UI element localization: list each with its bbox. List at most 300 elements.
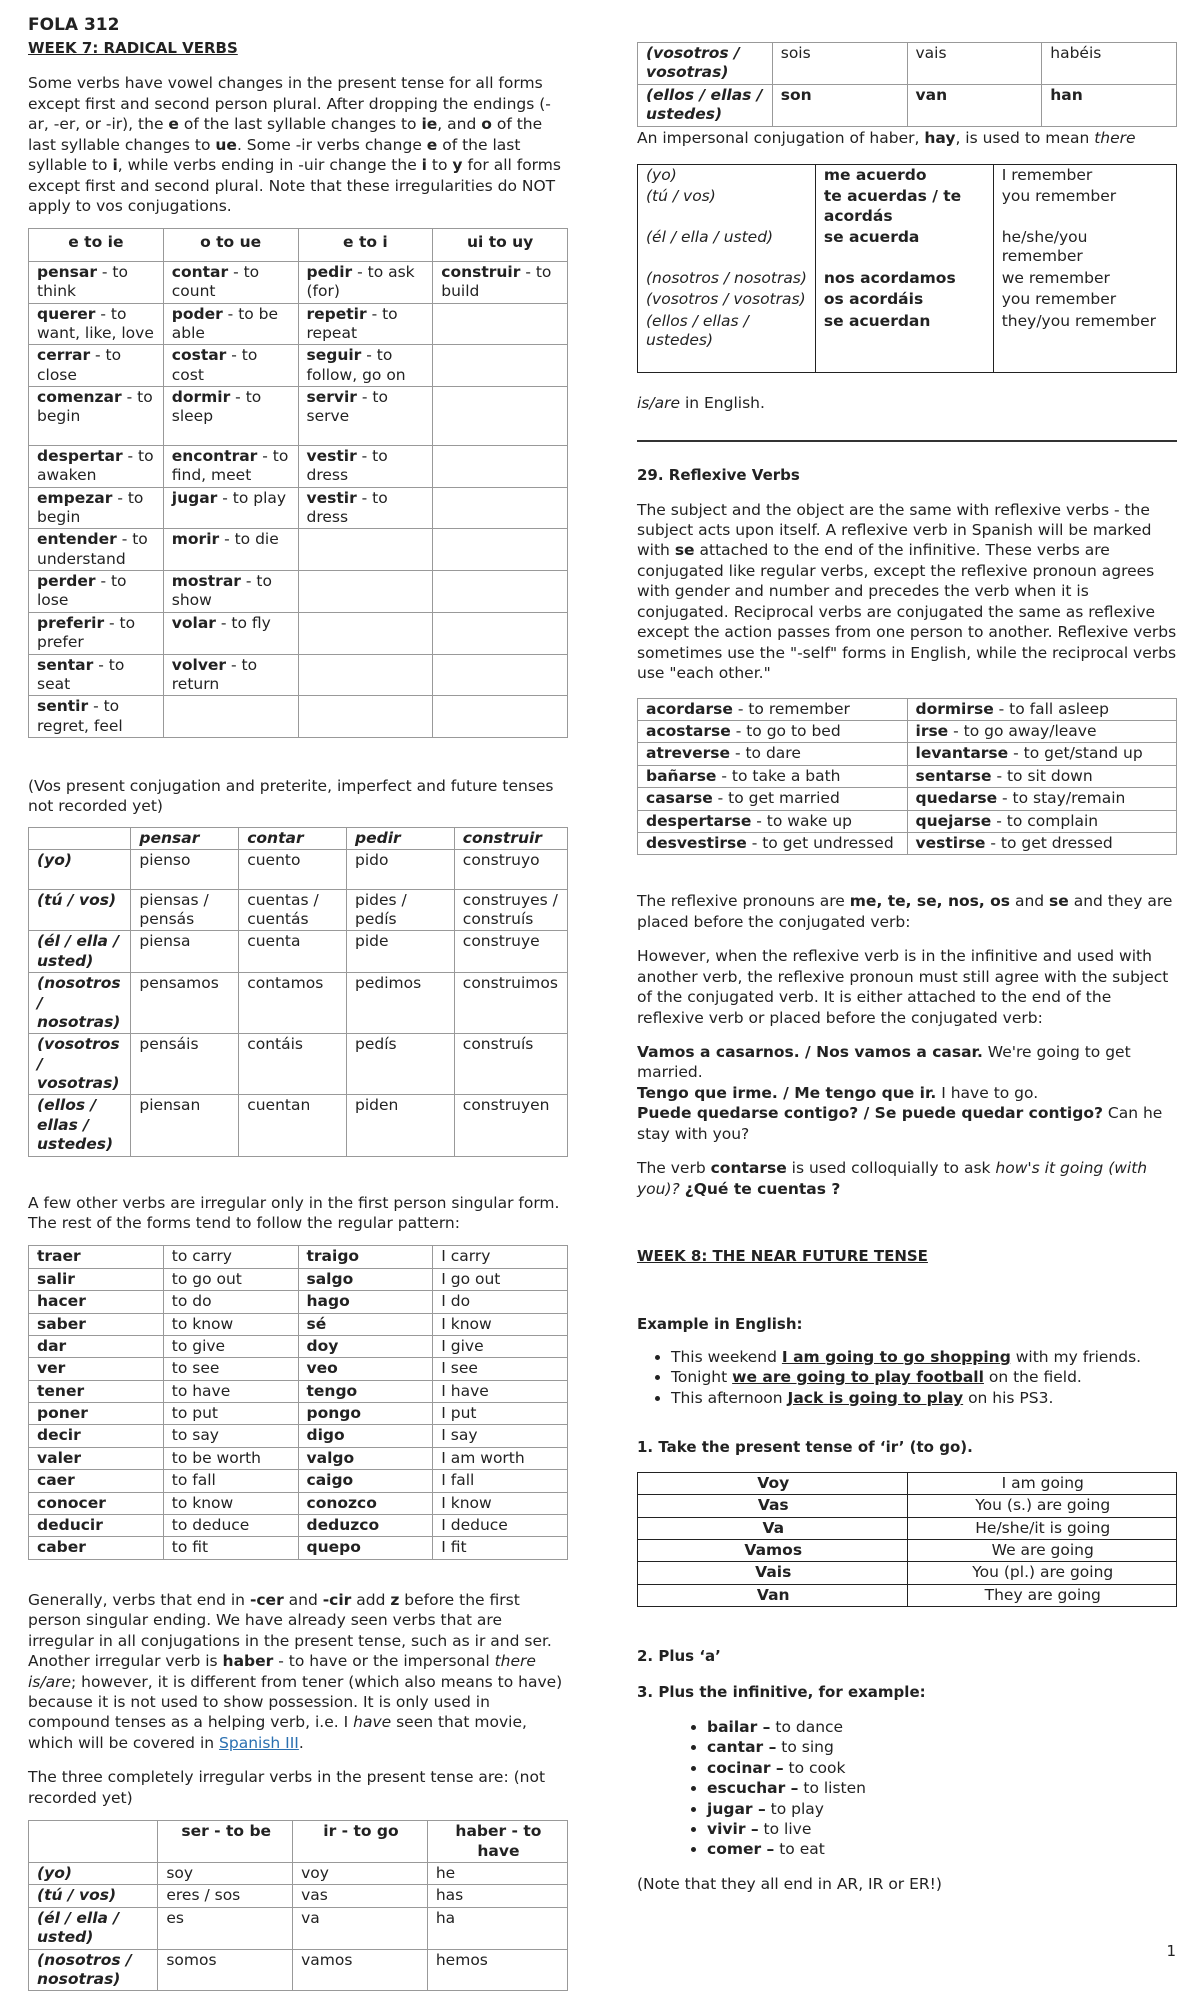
table-cell: You (s.) are going [907,1495,1177,1517]
table-row [29,696,568,738]
table-cell [433,387,568,446]
verb-infinitive: jugar [171,488,218,507]
verb-infinitive: comenzar [37,388,122,407]
verb-meaning: - to seat [37,655,125,693]
table-cell [298,387,433,446]
table-row [638,1540,1177,1562]
table-header: pensar [131,827,239,849]
examples-block [637,1042,1177,1144]
table-cell: I go out [433,1268,568,1290]
table-cell [638,721,908,743]
verb-meaning: - to wake up [751,811,853,830]
table-cell: tengo [298,1380,433,1402]
table-cell: you remember [993,289,1176,310]
table-cell: deduzco [298,1514,433,1536]
verb-infinitive: levantarse [915,744,1009,763]
irregular-table-body [29,1863,568,1991]
table-row [29,1447,568,1469]
verb-infinitive: sentarse [915,766,992,785]
table-cell: to give [163,1335,298,1357]
table-cell: han [1042,84,1177,126]
verb-infinitive: sentir [37,697,89,716]
section-divider [637,440,1177,442]
table-cell: to fit [163,1537,298,1559]
verb-meaning: - to count [171,262,260,301]
table-cell: cuentan [239,1095,347,1156]
table-row [29,1034,568,1095]
table-cell: sois [772,43,907,85]
verb-infinitive: acordarse [646,699,733,718]
table-cell: salir [29,1268,164,1290]
right-column [637,42,1177,1894]
table-cell: We are going [907,1540,1177,1562]
table-row [29,1335,568,1357]
conjugation-table-body [29,850,568,1156]
table-cell [907,832,1177,854]
reflexive-heading: 29. Reflexive Verbs [637,465,800,484]
table-cell: quepo [298,1537,433,1559]
verb-infinitive: vestirse [915,833,986,852]
verb-meaning: - to sleep [171,388,262,426]
table-cell [298,303,433,345]
table-cell: (tú / vos) [29,889,131,931]
ir-table-body [638,1472,1177,1606]
table-row [29,445,568,487]
table-header: o to ue [163,229,298,261]
list-item: • This weekend I am going to go shopping with my friends. [671,1347,1177,1367]
table-row [638,832,1177,854]
table-row [29,571,568,613]
table-cell [29,445,164,487]
table-row [29,1403,568,1425]
table-cell [163,571,298,613]
table-cell: construyo [454,850,567,889]
table-cell [163,303,298,345]
verb-meaning: - to be able [171,304,279,342]
table-cell: cuentas / cuentás [239,889,347,931]
table-cell [163,387,298,446]
example-line: Puede quedarse contigo? / Se puede quedar contigo? Can he stay with you? [637,1104,1163,1143]
verb-infinitive: dormirse [915,699,994,718]
table-cell [298,445,433,487]
table-cell [433,612,568,654]
table-cell: pongo [298,1403,433,1425]
verb-infinitive: cerrar [37,346,91,365]
verb-infinitive: dormir [171,388,231,407]
table-cell: (nosotros / nosotras) [29,973,131,1034]
verb-infinitive: quejarse [915,811,992,830]
list-item: • cantar – to sing [707,1737,1177,1757]
reflexive-pronouns-note: The reflexive pronouns are me, te, se, nos, os and se and they are placed before the conjugated verb: [637,892,1173,931]
table-cell: va [293,1907,428,1949]
table-cell [907,721,1177,743]
table-row [29,1291,568,1313]
table-cell: I have [433,1380,568,1402]
table-cell: I fall [433,1470,568,1492]
table-cell: (ellos / ellas / ustedes) [638,311,816,373]
table-cell [298,571,433,613]
table-cell: conozco [298,1492,433,1514]
verb-infinitive: poder [171,304,223,323]
table-row [29,345,568,387]
table-cell: construyes / construís [454,889,567,931]
verb-meaning: - to remember [732,699,850,718]
table-row [29,1514,568,1536]
verb-infinitive: vestir [306,446,357,465]
table-cell [163,261,298,303]
verb-meaning: - to understand [37,530,148,568]
table-cell: You (pl.) are going [907,1562,1177,1584]
table-cell: construís [454,1034,567,1095]
table-cell [29,696,164,738]
table-row [29,1380,568,1402]
course-title: FOLA 312 [28,15,120,35]
week8-heading: WEEK 8: THE NEAR FUTURE TENSE [637,1247,928,1266]
table-cell: van [907,84,1042,126]
table-cell [907,698,1177,720]
table-cell: to put [163,1403,298,1425]
table-cell: hemos [427,1949,567,1991]
list-item: • bailar – to dance [707,1717,1177,1737]
example-line: Tengo que irme. / Me tengo que ir. I have to go. [637,1083,1039,1102]
table-row [638,1495,1177,1517]
table-cell: I see [433,1358,568,1380]
table-row [29,487,568,529]
table-cell [298,261,433,303]
table-cell: to go out [163,1268,298,1290]
table-cell: piensa [131,931,239,973]
three-irregular-note: The three completely irregular verbs in the present tense are: (not recorded yet) [28,1768,546,1807]
table-header: contar [239,827,347,849]
table-row [29,1425,568,1447]
table-cell: pensáis [131,1034,239,1095]
table-cell: contáis [239,1034,347,1095]
table-cell: to carry [163,1246,298,1268]
list-item: • Tonight we are going to play football on the field. [671,1367,1177,1387]
table-cell: (él / ella / usted) [29,1907,158,1949]
first-person-intro: A few other verbs are irregular only in the first person singular form. The rest of the forms tend to follow the regular pattern: [28,1193,560,1233]
table-cell: Vais [638,1562,908,1584]
table-row [29,654,568,696]
table-cell [163,487,298,529]
table-cell: cuento [239,850,347,889]
table-cell [907,810,1177,832]
table-cell: vamos [293,1949,428,1991]
table-row [638,788,1177,810]
table-row [29,1470,568,1492]
table-cell [163,696,298,738]
reflexive-table-body [638,698,1177,855]
verb-infinitive: irse [915,722,949,741]
table-cell: we remember [993,268,1176,289]
ending-note: (Note that they all end in AR, IR or ER!) [637,1874,942,1893]
table-header [29,1821,158,1863]
verb-meaning: - to fall asleep [993,699,1109,718]
verb-meaning: - to stay/remain [997,789,1126,808]
table-header: pedir [347,827,455,849]
table-row [29,1246,568,1268]
table-cell: salgo [298,1268,433,1290]
verb-meaning: - to close [37,346,122,384]
table-cell: nos acordamos [815,268,993,289]
verb-meaning: - to lose [37,572,127,610]
table-cell: to say [163,1425,298,1447]
table-row [29,1949,568,1991]
table-cell: hacer [29,1291,164,1313]
table-cell: digo [298,1425,433,1447]
verb-meaning: - to go away/leave [948,722,1097,741]
irregular-verbs-table [28,1820,568,1991]
table-cell [163,445,298,487]
table-cell [163,654,298,696]
infinitive-note: However, when the reflexive verb is in the infinitive and used with another verb, the reflexive pronoun must still agree with the subject of the conjugated verb. It is either attached to the end of the reflexive verb or placed before the conjugated verb: [637,947,1169,1027]
table-row [638,43,1177,85]
table-row [638,1562,1177,1584]
stem-table-body [29,261,568,737]
list-item: • cocinar – to cook [707,1758,1177,1778]
table-cell: to deduce [163,1514,298,1536]
table-cell: construimos [454,973,567,1034]
vos-note: (Vos present conjugation and preterite, imperfect and future tenses not recorded yet) [28,777,554,816]
table-cell: has [427,1885,567,1907]
stem-change-table [28,228,568,738]
table-cell: pides / pedís [347,889,455,931]
table-cell: piensas / pensás [131,889,239,931]
verb-meaning: - to awaken [37,446,154,485]
table-cell: Va [638,1517,908,1539]
table-cell [298,345,433,387]
verb-meaning: - to get undressed [746,833,894,852]
verb-meaning: - to think [37,262,128,301]
table-cell: se acuerda [815,227,993,268]
table-row [29,1537,568,1559]
table-cell: dar [29,1335,164,1357]
table-cell: piensan [131,1095,239,1156]
table-header: ui to uy [433,229,568,261]
generally-paragraph: Generally, verbs that end in -cer and -cir add z before the first person singular ending. We have already seen verbs that are irregular in all conjugations in the present tense, such as ir and ser. Another irregular verb is haber - to have or the impersonal there is/are; however, it is different from tener (which also means to have) because it is not used to show possession. It is only used in compound tenses as a helping verb, i.e. I have seen that movie, which will be covered in Spanish III. [28,1590,563,1752]
table-cell [433,303,568,345]
table-row [29,1358,568,1380]
verb-infinitive: volar [171,613,216,632]
verb-infinitive: perder [37,572,96,591]
verb-meaning: - to dress [306,446,388,485]
table-row [638,698,1177,720]
verb-infinitive: pedir [306,262,353,281]
spanish-iii-link[interactable]: Spanish III [219,1733,299,1752]
verb-meaning: - to build [441,262,552,301]
verb-meaning: - to go to bed [730,722,841,741]
infinitives-list [637,1717,1177,1860]
intro-paragraph: Some verbs have vowel changes in the present tense for all forms except first and second person plural. After dropping the endings (-ar, -er, or -ir), the e of the last syllable changes to ie, and o of the last syllable changes to ue. Some -ir verbs change e of the last syllable to i, while verbs ending in -uir change the i to y for all forms except first and second plural. Note that these irregularities do NOT apply to vos conjugations. [28,74,561,215]
table-header: e to ie [29,229,164,261]
example-heading: Example in English: [637,1314,803,1333]
table-cell: habéis [1042,43,1177,85]
step-1-heading: 1. Take the present tense of ‘ir’ (to go). [637,1438,973,1457]
table-cell: Vamos [638,1540,908,1562]
table-row [29,261,568,303]
table-cell: vas [293,1885,428,1907]
verb-meaning: - to ask (for) [306,262,415,301]
table-cell: (nosotros / nosotras) [638,268,816,289]
table-row [29,931,568,973]
acordar-table [637,164,1177,373]
table-cell [638,698,908,720]
table-cell: cuenta [239,931,347,973]
table-cell: (ellos / ellas / ustedes) [29,1095,131,1156]
table-header: construir [454,827,567,849]
table-cell [433,487,568,529]
table-cell: traigo [298,1246,433,1268]
ir-present-table [637,1472,1177,1607]
table-cell [298,654,433,696]
table-cell [433,261,568,303]
table-cell [29,571,164,613]
table-cell: (vosotros / vosotras) [638,289,816,310]
verb-meaning: - to die [219,530,279,549]
verb-infinitive: entender [37,530,117,549]
table-cell: caber [29,1537,164,1559]
table-cell: tener [29,1380,164,1402]
verb-infinitive: atreverse [646,744,731,763]
verb-meaning: - to get/stand up [1008,744,1143,763]
table-cell [29,303,164,345]
verb-infinitive: repetir [306,304,367,323]
verb-meaning: - to serve [306,388,388,426]
table-cell [638,788,908,810]
table-cell: decir [29,1425,164,1447]
table-cell: voy [293,1863,428,1885]
table-cell [433,345,568,387]
verb-infinitive: encontrar [171,446,258,465]
table-row [29,387,568,446]
table-cell: te acuerdas / te acordás [815,186,993,227]
contarse-note: The verb contarse is used colloquially to ask how's it going (with you)? ¿Qué te cuentas ? [637,1159,1148,1198]
table-row [29,889,568,931]
table-cell: he [427,1863,567,1885]
table-header: ir - to go [293,1821,428,1863]
verb-infinitive: seguir [306,346,362,365]
table-cell: vais [907,43,1042,85]
table-cell [163,345,298,387]
table-cell: veo [298,1358,433,1380]
table-row [638,765,1177,787]
table-cell: me acuerdo [815,164,993,186]
table-cell: se acuerdan [815,311,993,373]
table-cell: sé [298,1313,433,1335]
table-cell: (nosotros / nosotras) [29,1949,158,1991]
table-cell: construye [454,931,567,973]
table-row [638,743,1177,765]
table-cell: valgo [298,1447,433,1469]
table-cell: I carry [433,1246,568,1268]
table-cell: I am worth [433,1447,568,1469]
table-row [29,1863,568,1885]
verb-meaning: - to dare [730,744,801,763]
table-cell: Van [638,1584,908,1606]
table-cell [29,612,164,654]
table-cell: ha [427,1907,567,1949]
table-cell: construyen [454,1095,567,1156]
irregular-table-body-continued [638,43,1177,127]
table-cell: I say [433,1425,568,1447]
verb-infinitive: pensar [37,262,97,281]
list-item: • jugar – to play [707,1799,1177,1819]
step-2-heading: 2. Plus ‘a’ [637,1647,721,1666]
table-cell: os acordáis [815,289,993,310]
table-row [29,529,568,571]
verb-meaning: - to prefer [37,613,136,652]
verb-meaning: - to begin [37,488,144,526]
conjugation-table [28,827,568,1157]
verb-infinitive: casarse [646,789,713,808]
haber-note: An impersonal conjugation of haber, hay, is used to mean there [637,128,1136,147]
table-cell [433,696,568,738]
verb-infinitive: volver [171,655,227,674]
table-row [638,186,1177,227]
table-cell: soy [158,1863,293,1885]
table-cell: I fit [433,1537,568,1559]
table-header: haber - to have [427,1821,567,1863]
verb-meaning: - to repeat [306,304,398,342]
verb-meaning: - to return [171,655,258,693]
verb-infinitive: sentar [37,655,94,674]
table-cell: to know [163,1492,298,1514]
verb-infinitive: quedarse [915,789,998,808]
reflexive-verbs-table [637,698,1177,856]
table-row [29,1885,568,1907]
verb-infinitive: despertarse [646,811,752,830]
table-cell: I give [433,1335,568,1357]
week7-heading: WEEK 7: RADICAL VERBS [28,39,238,58]
table-row [29,1313,568,1335]
is-are-note: is/are in English. [637,394,765,413]
table-cell [907,765,1177,787]
verb-meaning: - to begin [37,388,153,426]
table-cell: to fall [163,1470,298,1492]
table-cell: to see [163,1358,298,1380]
table-header: e to i [298,229,433,261]
table-cell: pedís [347,1034,455,1095]
table-cell: ver [29,1358,164,1380]
table-cell: caer [29,1470,164,1492]
table-cell: I remember [993,164,1176,186]
table-cell: to be worth [163,1447,298,1469]
table-cell [29,345,164,387]
table-cell: contamos [239,973,347,1034]
table-cell: es [158,1907,293,1949]
verb-infinitive: contar [171,262,229,281]
verb-infinitive: querer [37,304,96,323]
verb-meaning: - to complain [991,811,1099,830]
verb-meaning: - to get dressed [985,833,1113,852]
table-cell: I deduce [433,1514,568,1536]
verb-infinitive: morir [171,530,220,549]
table-cell: I do [433,1291,568,1313]
table-cell: you remember [993,186,1176,227]
first-person-table-body [29,1246,568,1559]
table-row [29,1907,568,1949]
table-cell [29,487,164,529]
table-cell: (ellos / ellas / ustedes) [638,84,773,126]
table-row [29,1492,568,1514]
table-cell [638,765,908,787]
table-cell [29,387,164,446]
table-cell [29,654,164,696]
left-column [28,14,568,1991]
table-cell: they/you remember [993,311,1176,373]
table-cell [638,832,908,854]
irregular-verbs-table-continued [637,42,1177,127]
